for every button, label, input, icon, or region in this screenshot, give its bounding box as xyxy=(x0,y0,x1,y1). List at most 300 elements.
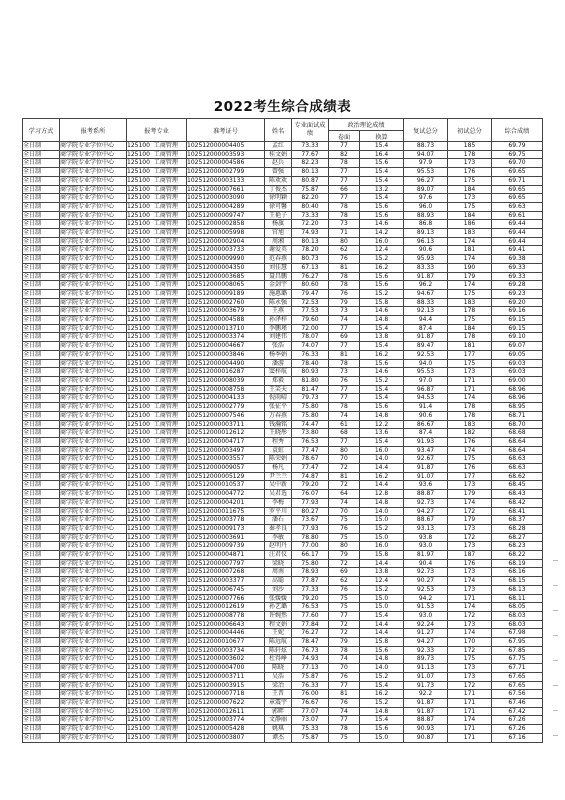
name-cell: 程文娟 xyxy=(265,620,292,629)
major-code-cell xyxy=(127,603,187,612)
major-code-cell xyxy=(127,516,187,525)
major-name: 工商管理 xyxy=(153,159,178,167)
dept-cell: 商学院专业学位中心 xyxy=(60,542,127,551)
dept-cell: 商学院专业学位中心 xyxy=(60,464,127,473)
major-name: 工商管理 xyxy=(153,437,178,445)
interview-cell: 66.17 xyxy=(292,551,329,560)
name-cell: 程秀 xyxy=(265,437,292,446)
initial-cell: 174 xyxy=(448,237,492,246)
major-name: 工商管理 xyxy=(153,716,178,724)
major-code: 125100 xyxy=(127,585,150,593)
mode-cell: 全日制 xyxy=(23,707,60,716)
politics-paper-cell: 75 xyxy=(329,733,360,742)
interview-cell: 80.40 xyxy=(292,202,329,211)
overall-cell: 68.23 xyxy=(492,542,543,551)
interview-cell: 78.47 xyxy=(292,638,329,647)
major-code: 125100 xyxy=(127,498,150,506)
major-code: 125100 xyxy=(127,185,150,193)
mode-cell: 全日制 xyxy=(23,385,60,394)
mode-cell: 全日制 xyxy=(23,551,60,560)
retest-cell: 89.07 xyxy=(404,185,448,194)
major-code: 125100 xyxy=(127,281,150,289)
politics-paper-cell: 78 xyxy=(329,403,360,412)
mode-cell: 全日制 xyxy=(23,159,60,168)
retest-cell: 90.6 xyxy=(404,411,448,420)
exam-no-cell: 102512000009747 xyxy=(187,211,265,220)
dept-cell: 商学院专业学位中心 xyxy=(60,690,127,699)
major-name: 工商管理 xyxy=(153,429,178,437)
table-row xyxy=(23,620,543,629)
overall-cell: 69.70 xyxy=(492,159,543,168)
interview-cell: 79.20 xyxy=(292,594,329,603)
table-row xyxy=(23,350,543,359)
dept-cell: 商学院专业学位中心 xyxy=(60,559,127,568)
major-name: 工商管理 xyxy=(153,411,178,419)
dept-cell: 商学院专业学位中心 xyxy=(60,603,127,612)
table-row xyxy=(23,516,543,525)
major-name: 工商管理 xyxy=(153,307,178,315)
politics-converted-cell: 15.8 xyxy=(360,551,404,560)
exam-no-cell: 102512000007718 xyxy=(187,690,265,699)
exam-no-cell: 102512000003691 xyxy=(187,533,265,542)
initial-cell: 176 xyxy=(448,464,492,473)
table-row xyxy=(23,194,543,203)
dept-cell: 商学院专业学位中心 xyxy=(60,359,127,368)
major-code: 125100 xyxy=(127,455,150,463)
major-code: 125100 xyxy=(127,559,150,567)
exam-no-cell: 102512000004289 xyxy=(187,202,265,211)
exam-no-cell: 102512000006643 xyxy=(187,620,265,629)
major-name: 工商管理 xyxy=(153,672,178,680)
major-code: 125100 xyxy=(127,368,150,376)
major-code: 125100 xyxy=(127,524,150,532)
interview-cell: 77.67 xyxy=(292,150,329,159)
major-code: 125100 xyxy=(127,568,150,576)
name-cell: 郑毅 xyxy=(265,376,292,385)
name-cell: 尹兰兰 xyxy=(265,472,292,481)
politics-paper-cell: 62 xyxy=(329,246,360,255)
name-cell: 高聪 xyxy=(265,577,292,586)
overall-cell: 69.44 xyxy=(492,229,543,238)
major-code: 125100 xyxy=(127,202,150,210)
mode-cell: 全日制 xyxy=(23,481,60,490)
mode-cell: 全日制 xyxy=(23,316,60,325)
table-row xyxy=(23,585,543,594)
politics-converted-cell: 15.6 xyxy=(360,646,404,655)
table-row xyxy=(23,316,543,325)
mode-cell: 全日制 xyxy=(23,603,60,612)
overall-cell: 68.22 xyxy=(492,551,543,560)
major-code-cell xyxy=(127,577,187,586)
politics-paper-cell: 77 xyxy=(329,142,360,151)
exam-no-cell: 102512000011675 xyxy=(187,507,265,516)
major-name: 工商管理 xyxy=(153,194,178,202)
politics-converted-cell: 15.4 xyxy=(360,611,404,620)
politics-converted-cell: 14.0 xyxy=(360,507,404,516)
interview-cell: 75.87 xyxy=(292,185,329,194)
table-row xyxy=(23,289,543,298)
exam-no-cell: 102512000006745 xyxy=(187,585,265,594)
name-cell: 陈欢欢 xyxy=(265,176,292,185)
table-row xyxy=(23,568,543,577)
name-cell: 金剑宇 xyxy=(265,281,292,290)
exam-no-cell: 102512000005998 xyxy=(187,229,265,238)
major-name: 工商管理 xyxy=(153,359,178,367)
politics-converted-cell: 15.8 xyxy=(360,638,404,647)
initial-cell: 173 xyxy=(448,672,492,681)
name-cell: 秦孝良 xyxy=(265,524,292,533)
table-row xyxy=(23,229,543,238)
initial-cell: 171 xyxy=(448,690,492,699)
exam-no-cell: 102512000004588 xyxy=(187,316,265,325)
table-row xyxy=(23,699,543,708)
retest-cell: 93.0 xyxy=(404,542,448,551)
dept-cell: 商学院专业学位中心 xyxy=(60,638,127,647)
major-name: 工商管理 xyxy=(153,316,178,324)
col-header-mode: 学习方式 xyxy=(23,119,60,142)
exam-no-cell: 102512000004405 xyxy=(187,142,265,151)
retest-cell: 96.2 xyxy=(404,281,448,290)
politics-paper-cell: 79 xyxy=(329,551,360,560)
name-cell: 吴中新 xyxy=(265,481,292,490)
col-header-major: 报考专业 xyxy=(127,119,187,142)
politics-paper-cell: 72 xyxy=(329,464,360,473)
major-code-cell xyxy=(127,194,187,203)
interview-cell: 80.13 xyxy=(292,237,329,246)
politics-converted-cell: 15.2 xyxy=(360,585,404,594)
exam-no-cell: 102512000004772 xyxy=(187,490,265,499)
interview-cell: 80.93 xyxy=(292,368,329,377)
politics-paper-cell: 78 xyxy=(329,725,360,734)
initial-cell: 175 xyxy=(448,455,492,464)
retest-cell: 91.87 xyxy=(404,699,448,708)
margin-mark xyxy=(553,735,558,736)
interview-cell: 79.47 xyxy=(292,289,329,298)
table-row xyxy=(23,603,543,612)
retest-cell: 97.0 xyxy=(404,376,448,385)
politics-paper-cell: 80 xyxy=(329,542,360,551)
interview-cell: 73.80 xyxy=(292,429,329,438)
exam-no-cell: 102512000004717 xyxy=(187,437,265,446)
initial-cell: 175 xyxy=(448,359,492,368)
overall-cell: 69.15 xyxy=(492,324,543,333)
exam-no-cell: 102512000012619 xyxy=(187,603,265,612)
mode-cell: 全日制 xyxy=(23,411,60,420)
name-cell: 陈晓 xyxy=(265,664,292,673)
interview-cell: 77.07 xyxy=(292,707,329,716)
major-name: 工商管理 xyxy=(153,168,178,176)
retest-cell: 92.53 xyxy=(404,585,448,594)
interview-cell: 76.27 xyxy=(292,272,329,281)
name-cell: 潘石 xyxy=(265,516,292,525)
major-name: 工商管理 xyxy=(153,281,178,289)
politics-paper-cell: 69 xyxy=(329,568,360,577)
politics-paper-cell: 81 xyxy=(329,690,360,699)
politics-converted-cell: 14.4 xyxy=(360,481,404,490)
initial-cell: 182 xyxy=(448,429,492,438)
mode-cell: 全日制 xyxy=(23,263,60,272)
mode-cell: 全日制 xyxy=(23,403,60,412)
name-cell: 施惠璐 xyxy=(265,289,292,298)
dept-cell: 商学院专业学位中心 xyxy=(60,255,127,264)
overall-cell: 68.16 xyxy=(492,568,543,577)
major-name: 工商管理 xyxy=(153,263,178,271)
dept-cell: 商学院专业学位中心 xyxy=(60,176,127,185)
exam-no-cell: 102512000002799 xyxy=(187,168,265,177)
margin-mark xyxy=(553,635,558,636)
table-row xyxy=(23,437,543,446)
name-cell: 钱瀚铭 xyxy=(265,420,292,429)
major-name: 工商管理 xyxy=(153,142,178,149)
name-cell: 谢爱英 xyxy=(265,246,292,255)
interview-cell: 73.33 xyxy=(292,211,329,220)
dept-cell: 商学院专业学位中心 xyxy=(60,289,127,298)
major-code-cell xyxy=(127,437,187,446)
name-cell: 梁晓 xyxy=(265,559,292,568)
politics-paper-cell: 76 xyxy=(329,524,360,533)
overall-cell: 68.03 xyxy=(492,620,543,629)
exam-no-cell: 102512000005129 xyxy=(187,472,265,481)
major-code-cell xyxy=(127,672,187,681)
margin-mark xyxy=(553,660,558,661)
politics-converted-cell: 15.2 xyxy=(360,672,404,681)
retest-cell: 90.93 xyxy=(404,725,448,734)
politics-converted-cell: 13.8 xyxy=(360,333,404,342)
table-row xyxy=(23,220,543,229)
major-code-cell xyxy=(127,403,187,412)
mode-cell: 全日制 xyxy=(23,142,60,151)
mode-cell: 全日制 xyxy=(23,577,60,586)
politics-converted-cell: 15.4 xyxy=(360,716,404,725)
major-name: 工商管理 xyxy=(153,481,178,489)
name-cell: 吴君选 xyxy=(265,490,292,499)
initial-cell: 174 xyxy=(448,716,492,725)
dept-cell: 商学院专业学位中心 xyxy=(60,707,127,716)
overall-cell: 69.44 xyxy=(492,220,543,229)
overall-cell: 68.68 xyxy=(492,429,543,438)
retest-cell: 89.13 xyxy=(404,229,448,238)
initial-cell: 178 xyxy=(448,333,492,342)
interview-cell: 78.80 xyxy=(292,533,329,542)
table-row xyxy=(23,716,543,725)
politics-converted-cell: 15.2 xyxy=(360,524,404,533)
exam-no-cell: 102512000008778 xyxy=(187,611,265,620)
interview-cell: 74.93 xyxy=(292,655,329,664)
dept-cell: 商学院专业学位中心 xyxy=(60,429,127,438)
major-code: 125100 xyxy=(127,603,150,611)
major-code: 125100 xyxy=(127,577,150,585)
overall-cell: 67.95 xyxy=(492,638,543,647)
initial-cell: 172 xyxy=(448,533,492,542)
dept-cell: 商学院专业学位中心 xyxy=(60,620,127,629)
retest-cell: 95.93 xyxy=(404,255,448,264)
overall-cell: 69.03 xyxy=(492,359,543,368)
exam-no-cell: 102512000009739 xyxy=(187,542,265,551)
name-cell: 罗平川 xyxy=(265,507,292,516)
col-header-dept: 报考系所 xyxy=(60,119,127,142)
major-name: 工商管理 xyxy=(153,350,178,358)
overall-cell: 68.05 xyxy=(492,603,543,612)
major-code-cell xyxy=(127,646,187,655)
politics-paper-cell: 74 xyxy=(329,498,360,507)
retest-cell: 92.73 xyxy=(404,568,448,577)
politics-converted-cell: 12.2 xyxy=(360,420,404,429)
initial-cell: 175 xyxy=(448,316,492,325)
table-row xyxy=(23,429,543,438)
table-row xyxy=(23,725,543,734)
major-code-cell xyxy=(127,725,187,734)
exam-no-cell: 102512000003679 xyxy=(187,307,265,316)
major-code-cell xyxy=(127,246,187,255)
dept-cell: 商学院专业学位中心 xyxy=(60,411,127,420)
table-row xyxy=(23,342,543,351)
interview-cell: 76.33 xyxy=(292,350,329,359)
dept-cell: 商学院专业学位中心 xyxy=(60,725,127,734)
retest-cell: 88.73 xyxy=(404,142,448,151)
name-cell: 聂昌鹏 xyxy=(265,272,292,281)
initial-cell: 186 xyxy=(448,220,492,229)
overall-cell: 69.07 xyxy=(492,342,543,351)
table-row xyxy=(23,411,543,420)
interview-cell: 72.53 xyxy=(292,298,329,307)
major-code: 125100 xyxy=(127,490,150,498)
major-code-cell xyxy=(127,524,187,533)
politics-paper-cell: 77 xyxy=(329,176,360,185)
mode-cell: 全日制 xyxy=(23,638,60,647)
major-code-cell xyxy=(127,464,187,473)
mode-cell: 全日制 xyxy=(23,620,60,629)
overall-cell: 67.71 xyxy=(492,664,543,673)
initial-cell: 181 xyxy=(448,342,492,351)
major-code-cell xyxy=(127,559,187,568)
exam-no-cell: 102512000003711 xyxy=(187,420,265,429)
name-cell: 张媛媛 xyxy=(265,594,292,603)
politics-converted-cell: 15.4 xyxy=(360,168,404,177)
dept-cell: 商学院专业学位中心 xyxy=(60,472,127,481)
interview-cell: 76.67 xyxy=(292,699,329,708)
major-name: 工商管理 xyxy=(153,176,178,184)
major-code: 125100 xyxy=(127,629,150,637)
name-cell: 丁俊杰 xyxy=(265,185,292,194)
retest-cell: 97.6 xyxy=(404,194,448,203)
major-name: 工商管理 xyxy=(153,542,178,550)
dept-cell: 商学院专业学位中心 xyxy=(60,263,127,272)
overall-cell: 69.10 xyxy=(492,333,543,342)
politics-paper-cell: 79 xyxy=(329,298,360,307)
mode-cell: 全日制 xyxy=(23,437,60,446)
major-code-cell xyxy=(127,255,187,264)
dept-cell: 商学院专业学位中心 xyxy=(60,185,127,194)
overall-cell: 68.63 xyxy=(492,464,543,473)
politics-converted-cell: 14.6 xyxy=(360,307,404,316)
interview-cell: 75.80 xyxy=(292,403,329,412)
politics-paper-cell: 80 xyxy=(329,237,360,246)
exam-no-cell: 102512000004586 xyxy=(187,159,265,168)
retest-cell: 88.67 xyxy=(404,516,448,525)
retest-cell: 89.73 xyxy=(404,655,448,664)
retest-cell: 92.13 xyxy=(404,307,448,316)
major-code: 125100 xyxy=(127,229,150,237)
overall-cell: 69.05 xyxy=(492,350,543,359)
initial-cell: 179 xyxy=(448,272,492,281)
exam-no-cell: 102512000009057 xyxy=(187,464,265,473)
interview-cell: 74.93 xyxy=(292,229,329,238)
major-code: 125100 xyxy=(127,655,150,663)
exam-no-cell: 102512000012611 xyxy=(187,707,265,716)
retest-cell: 94.67 xyxy=(404,289,448,298)
table-row xyxy=(23,298,543,307)
name-cell: 徐可馨 xyxy=(265,202,292,211)
politics-paper-cell: 80 xyxy=(329,446,360,455)
mode-cell: 全日制 xyxy=(23,307,60,316)
name-cell: 张浩 xyxy=(265,342,292,351)
overall-cell: 69.38 xyxy=(492,255,543,264)
dept-cell: 商学院专业学位中心 xyxy=(60,159,127,168)
politics-paper-cell: 78 xyxy=(329,159,360,168)
table-row xyxy=(23,281,543,290)
overall-cell: 68.63 xyxy=(492,455,543,464)
mode-cell: 全日制 xyxy=(23,629,60,638)
exam-no-cell: 102512000007797 xyxy=(187,559,265,568)
mode-cell: 全日制 xyxy=(23,516,60,525)
retest-cell: 93.0 xyxy=(404,611,448,620)
politics-paper-cell: 74 xyxy=(329,707,360,716)
table-row xyxy=(23,498,543,507)
table-row xyxy=(23,629,543,638)
politics-converted-cell: 15.6 xyxy=(360,359,404,368)
retest-cell: 92.24 xyxy=(404,620,448,629)
politics-paper-cell: 70 xyxy=(329,455,360,464)
initial-cell: 172 xyxy=(448,681,492,690)
major-code: 125100 xyxy=(127,707,150,715)
politics-paper-cell: 78 xyxy=(329,646,360,655)
mode-cell: 全日制 xyxy=(23,542,60,551)
overall-cell: 69.65 xyxy=(492,194,543,203)
retest-cell: 91.13 xyxy=(404,664,448,673)
major-code-cell xyxy=(127,507,187,516)
dept-cell: 商学院专业学位中心 xyxy=(60,481,127,490)
politics-converted-cell: 16.4 xyxy=(360,150,404,159)
interview-cell: 73.67 xyxy=(292,516,329,525)
exam-no-cell: 102512000002904 xyxy=(187,237,265,246)
initial-cell: 175 xyxy=(448,202,492,211)
mode-cell: 全日制 xyxy=(23,237,60,246)
name-cell: 梁冶 xyxy=(265,681,292,690)
interview-cell: 76.33 xyxy=(292,681,329,690)
exam-no-cell: 102512000003090 xyxy=(187,194,265,203)
retest-cell: 94.07 xyxy=(404,150,448,159)
overall-cell: 67.26 xyxy=(492,725,543,734)
major-name: 工商管理 xyxy=(153,385,178,393)
name-cell: 王晋 xyxy=(265,690,292,699)
politics-converted-cell: 12.4 xyxy=(360,577,404,586)
exam-no-cell: 102512000007268 xyxy=(187,568,265,577)
politics-converted-cell: 14.4 xyxy=(360,629,404,638)
politics-paper-cell: 77 xyxy=(329,716,360,725)
politics-converted-cell: 15.4 xyxy=(360,324,404,333)
major-name: 工商管理 xyxy=(153,394,178,402)
interview-cell: 72.00 xyxy=(292,324,329,333)
politics-converted-cell: 15.4 xyxy=(360,194,404,203)
mode-cell: 全日制 xyxy=(23,490,60,499)
major-code-cell xyxy=(127,733,187,742)
initial-cell: 183 xyxy=(448,420,492,429)
politics-converted-cell: 12.4 xyxy=(360,246,404,255)
major-name: 工商管理 xyxy=(153,342,178,350)
dept-cell: 商学院专业学位中心 xyxy=(60,211,127,220)
overall-cell: 68.71 xyxy=(492,411,543,420)
major-code-cell xyxy=(127,638,187,647)
